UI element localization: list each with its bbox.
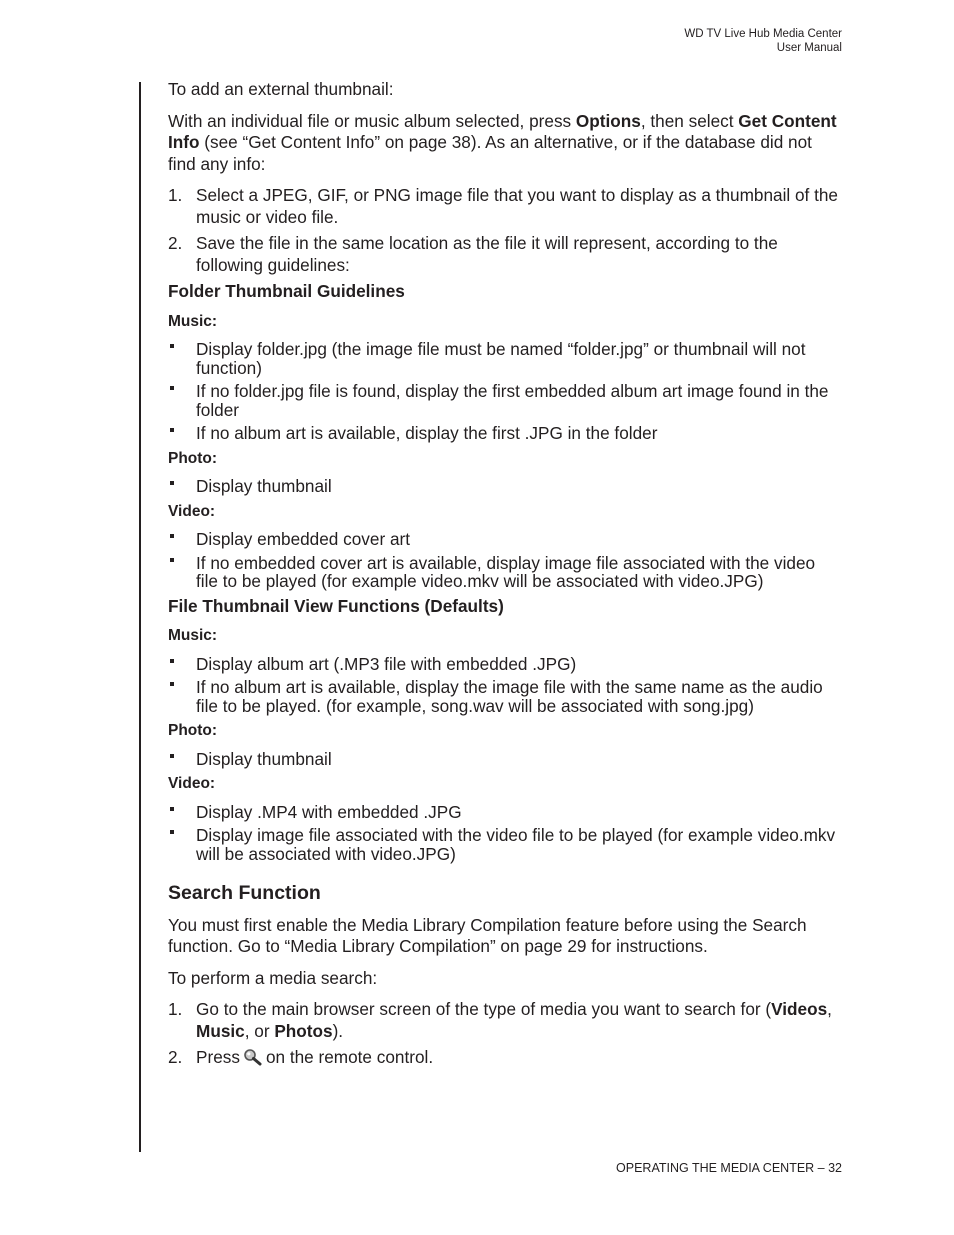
- list-item: If no folder.jpg file is found, display the first embedded album art image found in the folder: [168, 382, 840, 419]
- file-thumbnail-heading: File Thumbnail View Functions (Defaults): [168, 595, 504, 616]
- step-number: 2.: [168, 233, 183, 253]
- folder-guidelines-heading: Folder Thumbnail Guidelines: [168, 281, 405, 301]
- text-run: on the remote control.: [265, 1047, 434, 1067]
- videos-term: Videos: [771, 999, 828, 1019]
- list-item: Display image file associated with the video file to be played (for example video.mkv will be associated with video.JPG): [168, 826, 840, 863]
- list-item: Display album art (.MP3 file with embedded .JPG): [168, 655, 840, 674]
- options-paragraph: [168, 111, 840, 176]
- file-video-label: Video:: [168, 775, 216, 792]
- search-intro-paragraph: You must first enable the Media Library Compilation feature before using the Search function. Go to “Media Library Compilation” on page 29 for instructions.: [168, 914, 807, 956]
- search-function-heading: Search Function: [168, 882, 321, 904]
- list-item: Display folder.jpg (the image file must be named “folder.jpg” or thumbnail will not function): [168, 340, 840, 377]
- thumbnail-steps: [168, 185, 840, 276]
- page-footer: OPERATING THE MEDIA CENTER – 32: [616, 1161, 842, 1175]
- folder-video-label: Video:: [168, 502, 216, 520]
- page-content: [168, 79, 840, 1074]
- options-term: Options: [575, 110, 641, 131]
- header-title: WD TV Live Hub Media Center: [684, 28, 842, 40]
- folder-music-label: Music:: [168, 312, 218, 330]
- text-run: (see “Get Content Info” on page 38). As an alternative, or if the database did not find any info:: [168, 132, 812, 174]
- list-item: Display .MP4 with embedded .JPG: [168, 803, 840, 822]
- text-run: , then select: [640, 110, 739, 131]
- text-run: , or: [244, 1020, 275, 1041]
- list-item: Display thumbnail: [168, 477, 840, 496]
- search-icon: [243, 1048, 263, 1066]
- step-number: 1.: [168, 185, 183, 205]
- text-run: Go to the main browser screen of the type of media you want to search for (: [196, 999, 772, 1019]
- text-run: Press: [196, 1047, 240, 1067]
- intro-text: To add an external thumbnail:: [168, 79, 394, 99]
- search-steps-intro: To perform a media search:: [168, 967, 378, 988]
- text-run: ,: [827, 999, 832, 1019]
- header-subtitle: User Manual: [776, 41, 842, 54]
- margin-rule: [139, 82, 141, 1152]
- list-item: [168, 999, 840, 1042]
- list-item: [168, 233, 840, 276]
- step-number: 1.: [168, 999, 183, 1019]
- step-text: Select a JPEG, GIF, or PNG image file that you want to display as a thumbnail of the music or video file.: [196, 185, 838, 227]
- list-item: If no album art is available, display the image file with the same name as the audio file to be played. (for example, song.wav will be associated with song.jpg): [168, 678, 840, 715]
- folder-photo-label: Photo:: [168, 449, 218, 467]
- music-term: Music: [196, 1020, 245, 1041]
- get-content-info-term: Get Content Info: [168, 110, 837, 152]
- list-item: Display thumbnail: [168, 750, 840, 769]
- step-number: 2.: [168, 1047, 183, 1067]
- list-item: If no album art is available, display the first .JPG in the folder: [168, 424, 840, 443]
- file-music-label: Music:: [168, 627, 218, 644]
- list-item: Display embedded cover art: [168, 530, 840, 549]
- list-item: If no embedded cover art is available, display image file associated with the video file to be played (for example video.mkv will be associated with video.JPG): [168, 554, 840, 591]
- list-item: [168, 185, 840, 228]
- text-run: With an individual file or music album selected, press: [168, 110, 576, 131]
- page-header: [684, 28, 842, 55]
- text-run: ).: [332, 1020, 344, 1041]
- list-item: [168, 1047, 840, 1069]
- file-photo-label: Photo:: [168, 722, 218, 739]
- photos-term: Photos: [274, 1020, 333, 1041]
- step-text: Save the file in the same location as the file it will represent, according to the following guidelines:: [196, 233, 778, 275]
